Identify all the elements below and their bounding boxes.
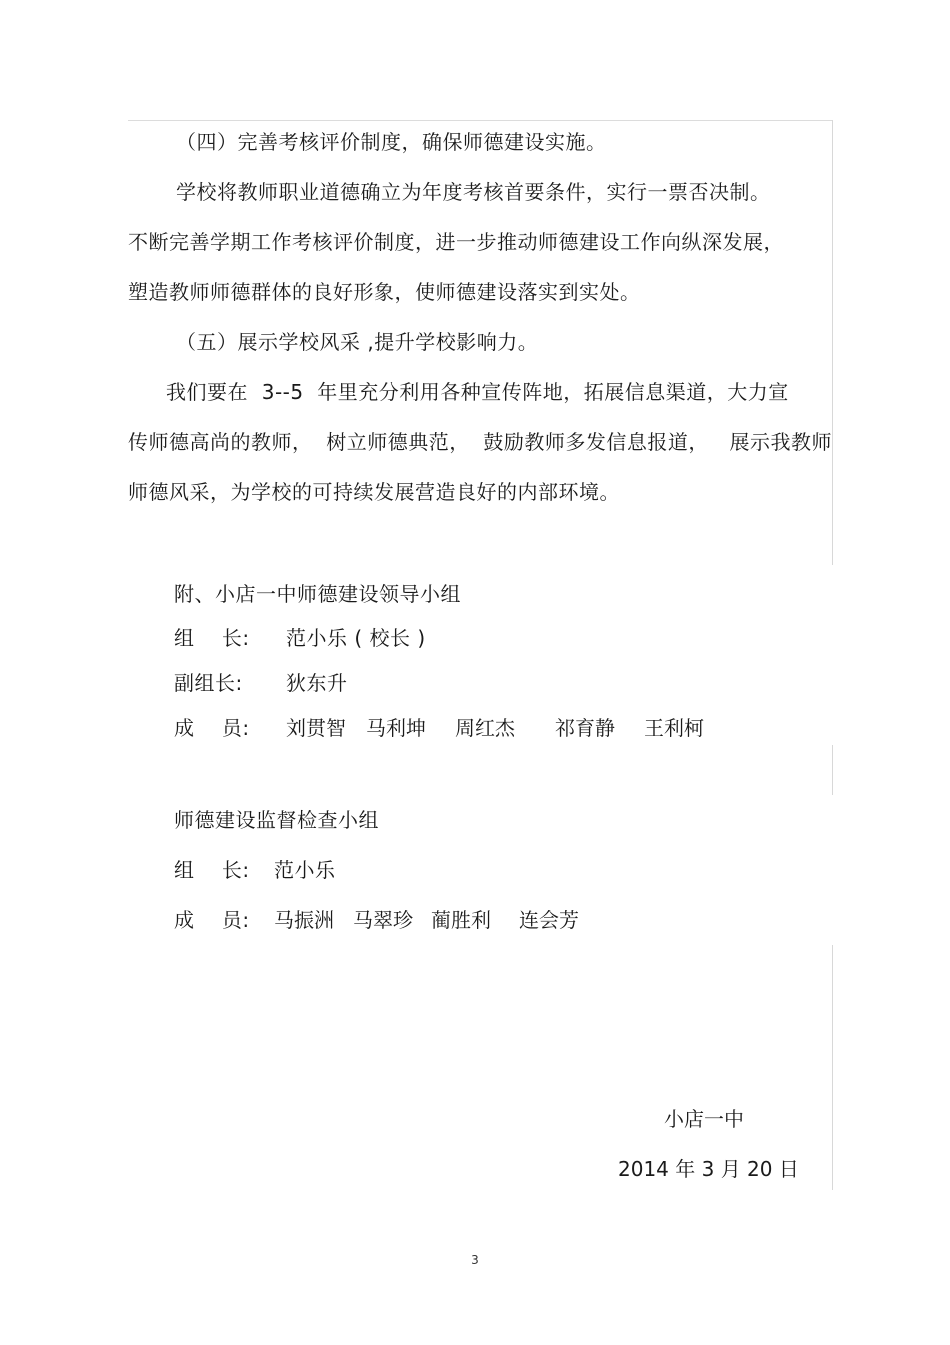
leadership-leader-value: 范小乐 ( 校长 ) (286, 626, 426, 650)
page-border-top (128, 120, 832, 121)
supervision-leader-value: 范小乐 (274, 858, 336, 882)
page-border-right-3 (832, 945, 833, 1190)
supervision-member: 马振洲 (274, 908, 334, 932)
section-4-paragraph-line-2: 不断完善学期工作考核评价制度，进一步推动师德建设工作向纵深发展， (128, 230, 784, 254)
supervision-member: 马翠珍 (353, 908, 413, 932)
signature-date: 2014 年 3 月 20 日 (618, 1157, 799, 1181)
leadership-members-list (0, 714, 950, 742)
section-5-paragraph-line-2: 传师德高尚的教师， 树立师德典范， 鼓励教师多发信息报道， 展示我教师 (128, 430, 833, 454)
leadership-leader-label: 组 长: (174, 626, 250, 650)
leadership-deputy-label: 副组长: (174, 671, 243, 695)
supervision-member: 连会芳 (519, 908, 579, 932)
leadership-deputy-value: 狄东升 (286, 671, 348, 695)
leadership-member: 刘贯智 (286, 716, 346, 740)
section-5-paragraph-line-1: 我们要在 3--5 年里充分利用各种宣传阵地，拓展信息渠道，大力宣 (166, 380, 789, 404)
page-border-right-1 (832, 120, 833, 565)
signature-organization: 小店一中 (664, 1107, 744, 1131)
supervision-leader-label: 组 长: (174, 858, 250, 882)
leadership-member: 祁育静 (555, 716, 615, 740)
supervision-members-list (0, 906, 950, 934)
section-5-paragraph-line-3: 师德风采，为学校的可持续发展营造良好的内部环境。 (128, 480, 620, 504)
supervision-members-label: 成 员: (174, 908, 250, 932)
page-border-right-2 (832, 745, 833, 795)
page-number: 3 (471, 1253, 479, 1267)
section-4-paragraph-line-3: 塑造教师师德群体的良好形象，使师德建设落实到实处。 (128, 280, 641, 304)
supervision-group-title: 师德建设监督检查小组 (174, 808, 379, 832)
leadership-members-label: 成 员: (174, 716, 250, 740)
section-5-heading: （五）展示学校风采 ,提升学校影响力。 (176, 330, 539, 354)
leadership-member: 王利柯 (644, 716, 704, 740)
section-4-paragraph-line-1: 学校将教师职业道德确立为年度考核首要条件，实行一票否决制。 (176, 180, 771, 204)
leadership-group-title: 附、小店一中师德建设领导小组 (174, 582, 461, 606)
supervision-member: 蔺胜利 (431, 908, 491, 932)
section-4-heading: （四）完善考核评价制度，确保师德建设实施。 (176, 130, 607, 154)
leadership-member: 周红杰 (455, 716, 515, 740)
leadership-member: 马利坤 (366, 716, 426, 740)
